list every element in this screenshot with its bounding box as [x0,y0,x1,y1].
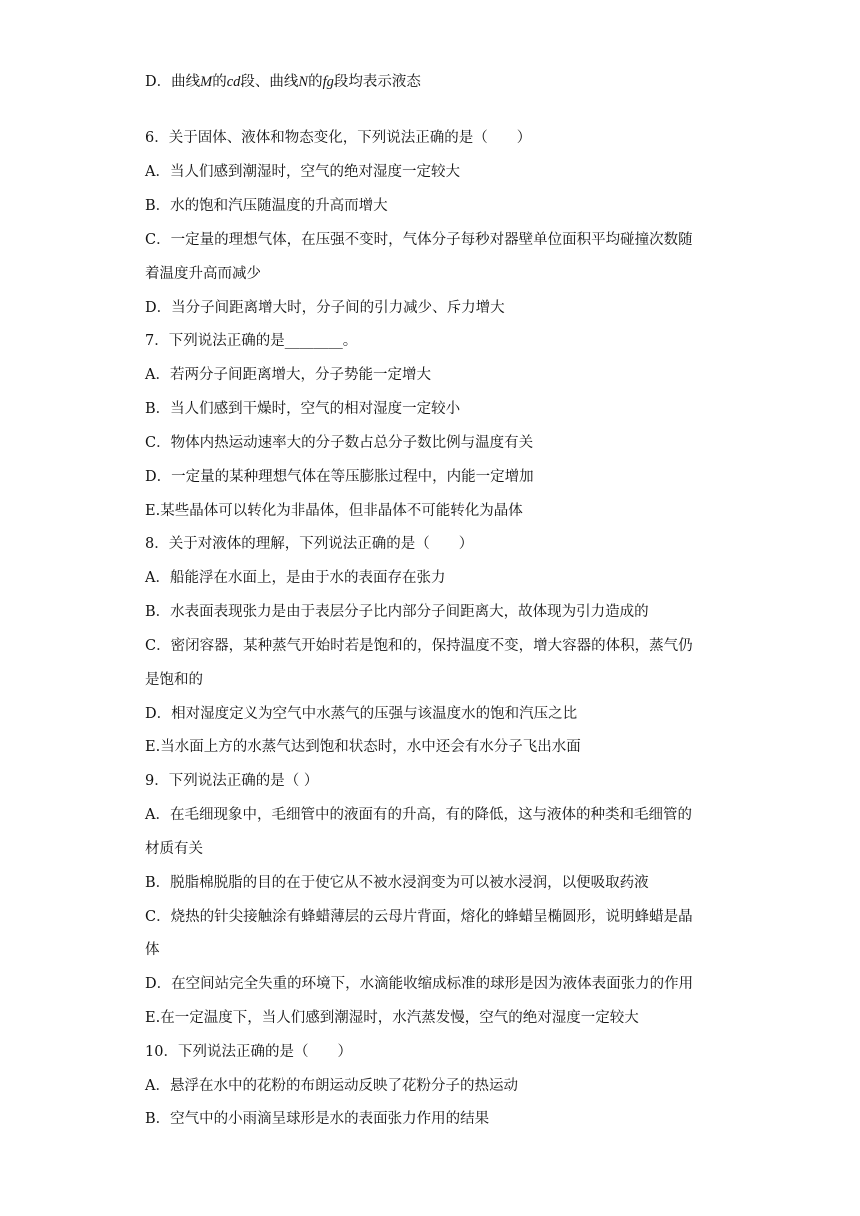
q7-option-d: D．一定量的某种理想气体在等压膨胀过程中，内能一定增加 [145,469,534,485]
q7-option-b: B．当人们感到干燥时，空气的相对湿度一定较小 [145,401,461,417]
curve-m-symbol: M [200,74,213,90]
q6-option-c-line1: C．一定量的理想气体，在压强不变时，气体分子每秒对器壁单位面积平均碰撞次数随 [145,232,693,248]
q5-option-d-text: D．曲线 [145,74,201,90]
q10-option-b: B．空气中的小雨滴呈球形是水的表面张力作用的结果 [145,1111,490,1127]
q8-option-c-line2: 是饱和的 [145,672,203,688]
q8-option-a: A．船能浮在水面上，是由于水的表面存在张力 [145,570,446,586]
q7-stem: 7．下列说法正确的是________。 [145,333,358,349]
q6-option-a: A．当人们感到潮湿时，空气的绝对湿度一定较大 [145,164,460,180]
q7-option-c: C．物体内热运动速率大的分子数占总分子数比例与温度有关 [145,435,534,451]
q5-option-d-text: 的 [308,74,323,90]
q6-option-d: D．当分子间距离增大时，分子间的引力减少、斥力增大 [145,300,505,316]
q9-option-c-line2: 体 [145,942,160,958]
q8-option-c-line1: C．密闭容器，某种蒸气开始时若是饱和的，保持温度不变，增大容器的体积，蒸气仍 [145,638,693,654]
segment-fg-symbol: fg [322,74,334,90]
q9-option-d: D．在空间站完全失重的环境下，水滴能收缩成标准的球形是因为液体表面张力的作用 [145,976,694,992]
q5-option-d-text: 段均表示液态 [333,74,421,90]
segment-cd-symbol: cd [226,74,241,90]
curve-n-symbol: N [298,74,309,90]
q10-stem: 10．下列说法正确的是（ ） [145,1044,352,1060]
q8-option-d: D．相对湿度定义为空气中水蒸气的压强与该温度水的饱和汽压之比 [145,706,578,722]
q5-option-d [145,72,725,92]
q9-stem: 9．下列说法正确的是（ ） [145,773,319,789]
q6-option-c-line2: 着温度升高而减少 [145,266,261,282]
q10-option-a: A．悬浮在水中的花粉的布朗运动反映了花粉分子的热运动 [145,1078,518,1094]
q7-option-a: A．若两分子间距离增大，分子势能一定增大 [145,367,431,383]
q5-option-d-text: 的 [212,74,227,90]
q9-option-b: B．脱脂棉脱脂的目的在于使它从不被水浸润变为可以被水浸润，以便吸取药液 [145,875,649,891]
q8-option-e: E.当水面上方的水蒸气达到饱和状态时，水中还会有水分子飞出水面 [145,739,581,755]
q9-option-a-line1: A．在毛细现象中，毛细管中的液面有的升高，有的降低，这与液体的种类和毛细管的 [145,807,692,823]
q9-option-e: E.在一定温度下，当人们感到潮湿时，水汽蒸发慢，空气的绝对湿度一定较大 [145,1010,639,1026]
q6-option-b: B．水的饱和汽压随温度的升高而增大 [145,198,388,214]
q8-stem: 8．关于对液体的理解，下列说法正确的是（ ） [145,536,474,552]
q7-option-e: E.某些晶体可以转化为非晶体，但非晶体不可能转化为晶体 [145,503,523,519]
q9-option-c-line1: C．烧热的针尖接触涂有蜂蜡薄层的云母片背面，熔化的蜂蜡呈椭圆形，说明蜂蜡是晶 [145,909,693,925]
q8-option-b: B．水表面表现张力是由于表层分子比内部分子间距离大，故体现为引力造成的 [145,604,649,620]
q5-option-d-text: 段、曲线 [240,74,299,90]
q9-option-a-line2: 材质有关 [145,841,203,857]
q6-stem: 6．关于固体、液体和物态变化，下列说法正确的是（ ） [145,130,532,146]
